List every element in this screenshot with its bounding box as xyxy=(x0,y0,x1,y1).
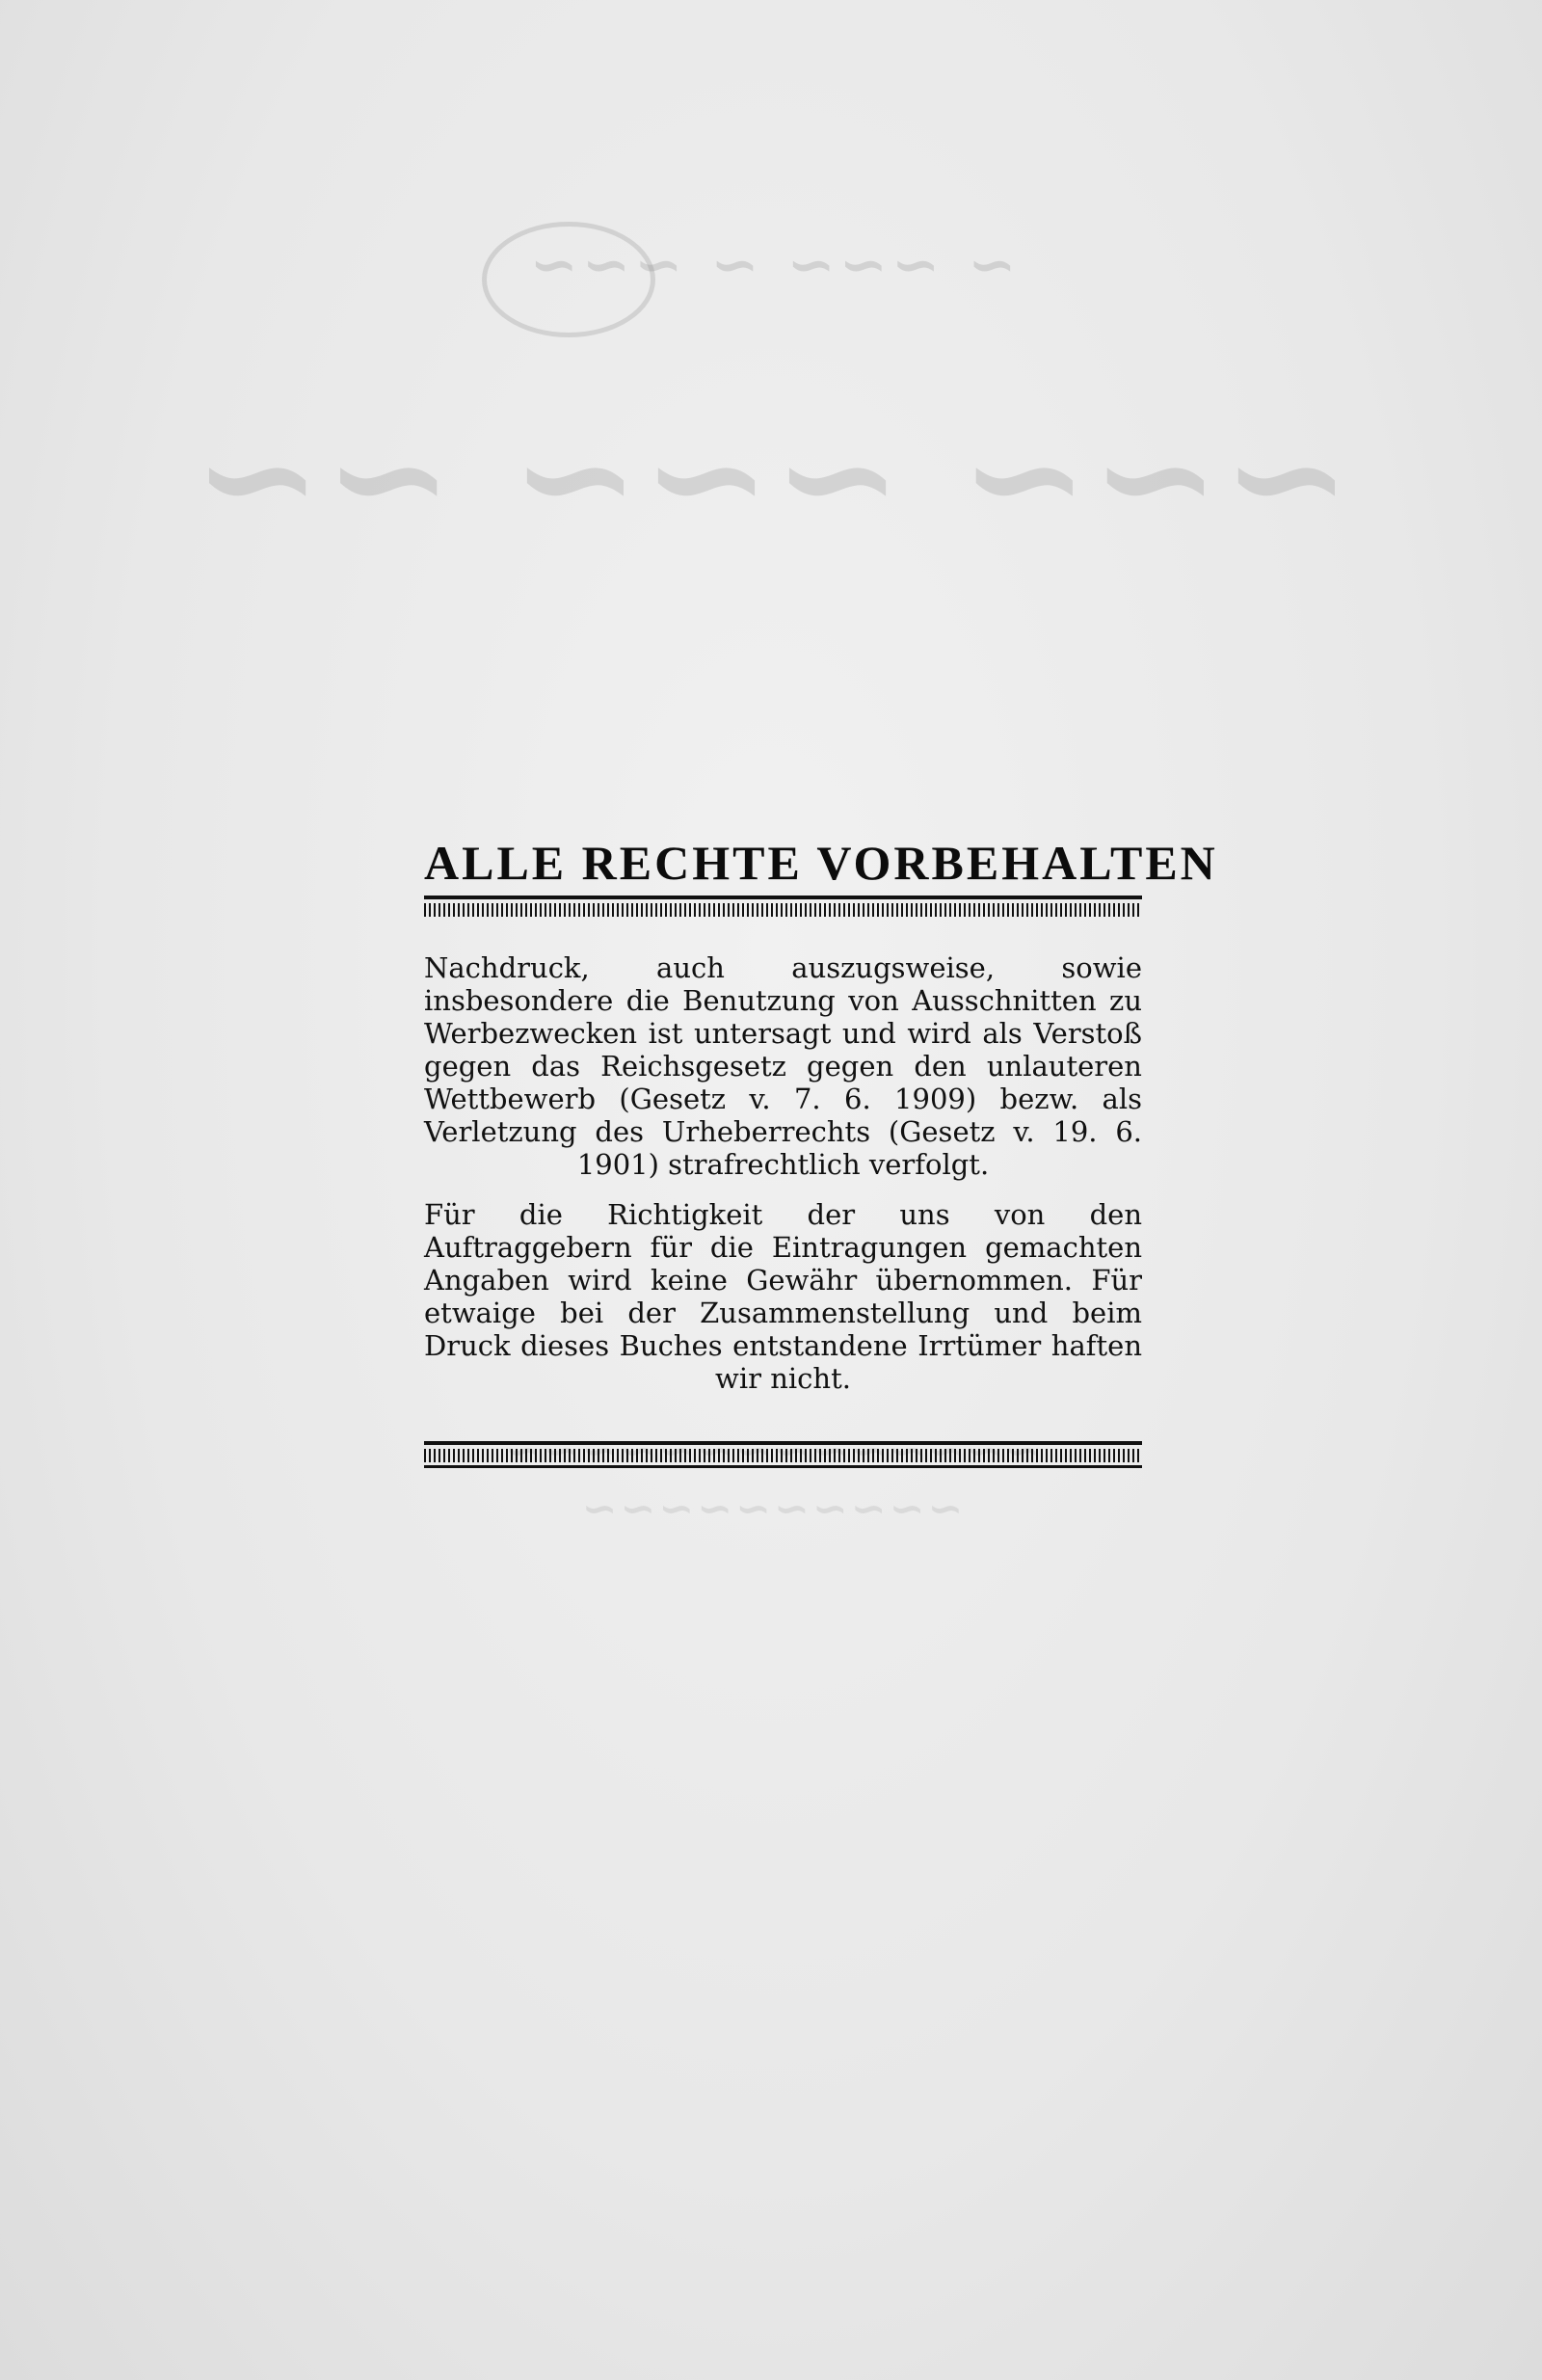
bleed-through-text: ~~~ ~~~ ~~ xyxy=(191,386,1351,567)
title-rule xyxy=(424,896,1142,899)
liability-disclaimer-paragraph: Für die Richtigkeit der uns von den Auftraggebern für die Eintragungen gemachten Angaben wird keine Gewähr übernommen. Für etwaige bei der Zusammenstellung und beim Druck dieses Buches entstandene Irrtümer haften wir nicht. xyxy=(424,1198,1142,1395)
bottom-rule-thin xyxy=(424,1465,1142,1468)
bottom-divider xyxy=(424,1441,1142,1468)
bleed-through-text: ~~~~~~~~~~ xyxy=(578,1484,964,1534)
hatched-divider-bottom xyxy=(424,1449,1142,1462)
copyright-notice xyxy=(424,834,1218,1468)
notice-title: ALLE RECHTE VORBEHALTEN xyxy=(424,836,1218,890)
hatched-divider-top xyxy=(424,903,1142,917)
bleed-through-text: ~ ~~~ ~ ~~~ xyxy=(525,231,1017,299)
bottom-rule xyxy=(424,1441,1142,1445)
reprint-prohibition-paragraph: Nachdruck, auch auszugsweise, sowie insbesondere die Benutzung von Ausschnitten zu Werbezwecken ist untersagt und wird als Verstoß gegen das Reichsgesetz gegen den unlauteren Wettbewerb (Gesetz v. 7. 6. 1909) bezw. als Verletzung des Urheberrechts (Gesetz v. 19. 6. 1901) strafrechtlich verfolgt. xyxy=(424,951,1142,1181)
bleed-through-stamp xyxy=(482,222,655,337)
